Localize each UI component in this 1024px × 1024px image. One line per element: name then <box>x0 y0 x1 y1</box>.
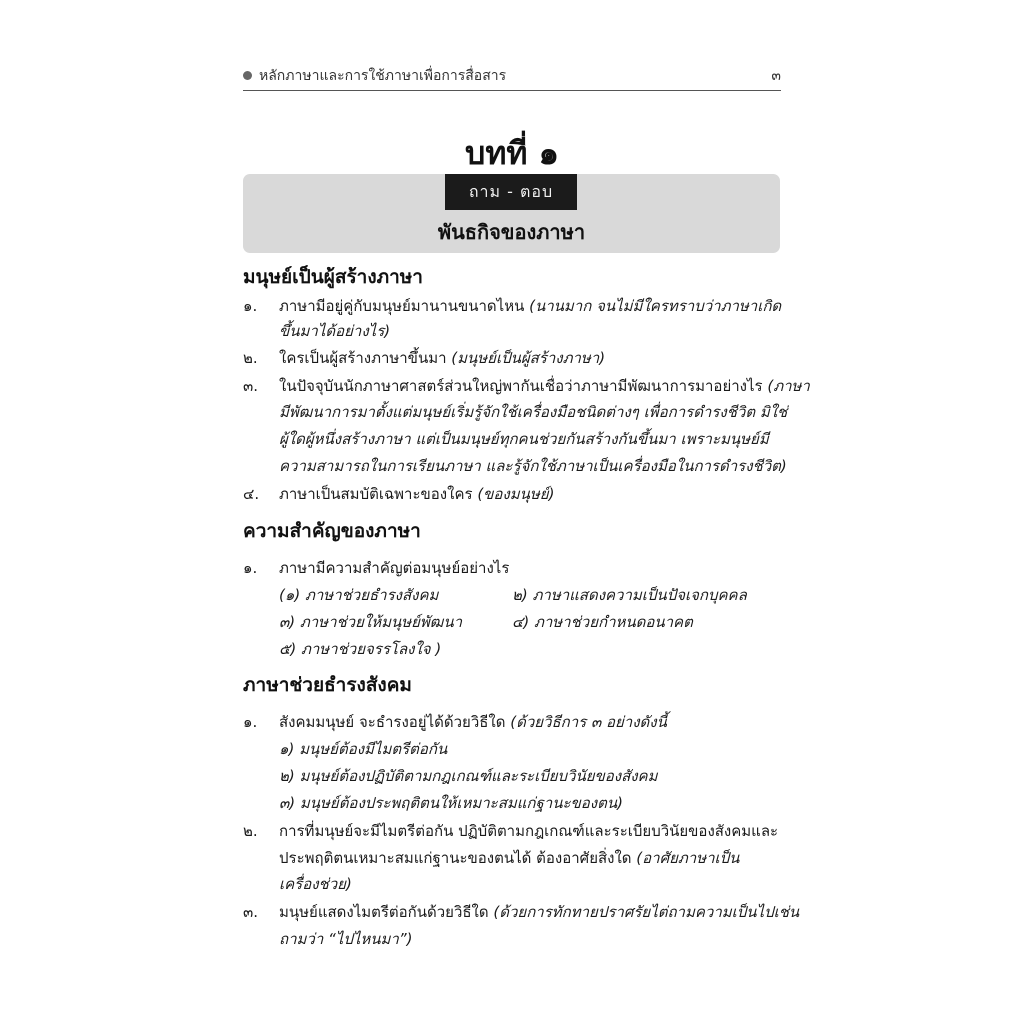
answer-continuation: ความสามารถในการเรียนภาษา และรู้จักใช้ภาษาเป็นเครื่องมือในการดำรงชีวิต) <box>279 457 787 475</box>
option-item: (๑) ภาษาช่วยธำรงสังคม <box>279 586 439 604</box>
question-line <box>279 346 605 370</box>
option-item: ๔) ภาษาช่วยกำหนดอนาคต <box>512 613 693 631</box>
question-text: ภาษามีความสำคัญต่อมนุษย์อย่างไร <box>279 559 510 577</box>
answer-text: (ด้วยวิธีการ ๓ อย่างดังนี้ <box>510 713 667 731</box>
answer-subitem: ๑) มนุษย์ต้องมีไมตรีต่อกัน <box>279 740 448 758</box>
question-text: ในปัจจุบันนักภาษาศาสตร์ส่วนใหญ่พากันเชื่อว่าภาษามีพัฒนาการมาอย่างไร <box>279 377 768 395</box>
running-header-title: หลักภาษาและการใช้ภาษาเพื่อการสื่อสาร <box>259 68 507 84</box>
item-number: ๑. <box>243 297 258 315</box>
question-line <box>279 374 810 398</box>
page-number: ๓ <box>771 68 781 84</box>
question-text: ประพฤติตนเหมาะสมแก่ฐานะของตนได้ ต้องอาศัยสิ่งใด <box>279 849 637 867</box>
answer-text: (ภาษา <box>767 377 810 395</box>
question-line <box>279 294 781 318</box>
section-banner <box>243 174 780 253</box>
question-text: สังคมมนุษย์ จะธำรงอยู่ได้ด้วยวิธีใด <box>279 713 511 731</box>
item-number: ๒. <box>243 822 258 840</box>
answer-text: (ของมนุษย์) <box>477 485 555 503</box>
item-number: ๑. <box>243 713 258 731</box>
question-text: การที่มนุษย์จะมีไมตรีต่อกัน ปฏิบัติตามกฎเกณฑ์และระเบียบวินัยของสังคมและ <box>279 822 779 840</box>
section-heading: ภาษาช่วยธำรงสังคม <box>243 674 412 696</box>
bullet-icon <box>243 71 252 80</box>
section-heading: มนุษย์เป็นผู้สร้างภาษา <box>243 266 423 288</box>
item-number: ๓. <box>243 903 259 921</box>
question-text: มนุษย์แสดงไมตรีต่อกันด้วยวิธีใด <box>279 903 494 921</box>
answer-text: (ด้วยการทักทายปราศรัยไต่ถามความเป็นไปเช่น <box>493 903 800 921</box>
answer-continuation: ถามว่า “ไปไหนมา”) <box>279 930 413 948</box>
option-item: ๕) ภาษาช่วยจรรโลงใจ ) <box>279 640 442 658</box>
answer-continuation: ผู้ใดผู้หนึ่งสร้างภาษา แต่เป็นมนุษย์ทุกคนช่วยกันสร้างกันขึ้นมา เพราะมนุษย์มี <box>279 430 769 448</box>
answer-text: (มนุษย์เป็นผู้สร้างภาษา) <box>451 349 606 367</box>
question-text: ภาษามีอยู่คู่กับมนุษย์มานานขนาดไหน <box>279 297 530 315</box>
section-heading: ความสำคัญของภาษา <box>243 520 421 542</box>
item-number: ๑. <box>243 559 258 577</box>
item-number: ๓. <box>243 377 259 395</box>
section-tag: ถาม - ตอบ <box>445 174 577 210</box>
question-line <box>279 846 739 870</box>
question-line <box>279 482 554 506</box>
option-item: ๒) ภาษาแสดงความเป็นปัจเจกบุคคล <box>512 586 747 604</box>
question-text: ภาษาเป็นสมบัติเฉพาะของใคร <box>279 485 478 503</box>
question-text: ใครเป็นผู้สร้างภาษาขึ้นมา <box>279 349 452 367</box>
option-item: ๓) ภาษาช่วยให้มนุษย์พัฒนา <box>279 613 463 631</box>
item-number: ๒. <box>243 349 258 367</box>
section-subject: พันธกิจของภาษา <box>437 220 586 244</box>
answer-continuation: เครื่องช่วย) <box>279 875 352 893</box>
answer-subitem: ๒) มนุษย์ต้องปฏิบัติตามกฎเกณฑ์และระเบียบวินัยของสังคม <box>279 767 658 785</box>
chapter-title: บทที่ ๑ <box>465 134 559 172</box>
answer-text: (นานมาก จนไม่มีใครทราบว่าภาษาเกิด <box>529 297 782 315</box>
question-line <box>279 900 799 924</box>
answer-subitem: ๓) มนุษย์ต้องประพฤติตนให้เหมาะสมแก่ฐานะของตน) <box>279 794 623 812</box>
question-line <box>279 710 667 734</box>
item-number: ๔. <box>243 485 260 503</box>
answer-text: (อาศัยภาษาเป็น <box>636 849 740 867</box>
answer-continuation: ขึ้นมาได้อย่างไร) <box>279 322 391 340</box>
running-header <box>243 64 781 91</box>
answer-continuation: มีพัฒนาการมาตั้งแต่มนุษย์เริ่มรู้จักใช้เครื่องมือชนิดต่างๆ เพื่อการดำรงชีวิต มิใช่ <box>279 403 788 421</box>
